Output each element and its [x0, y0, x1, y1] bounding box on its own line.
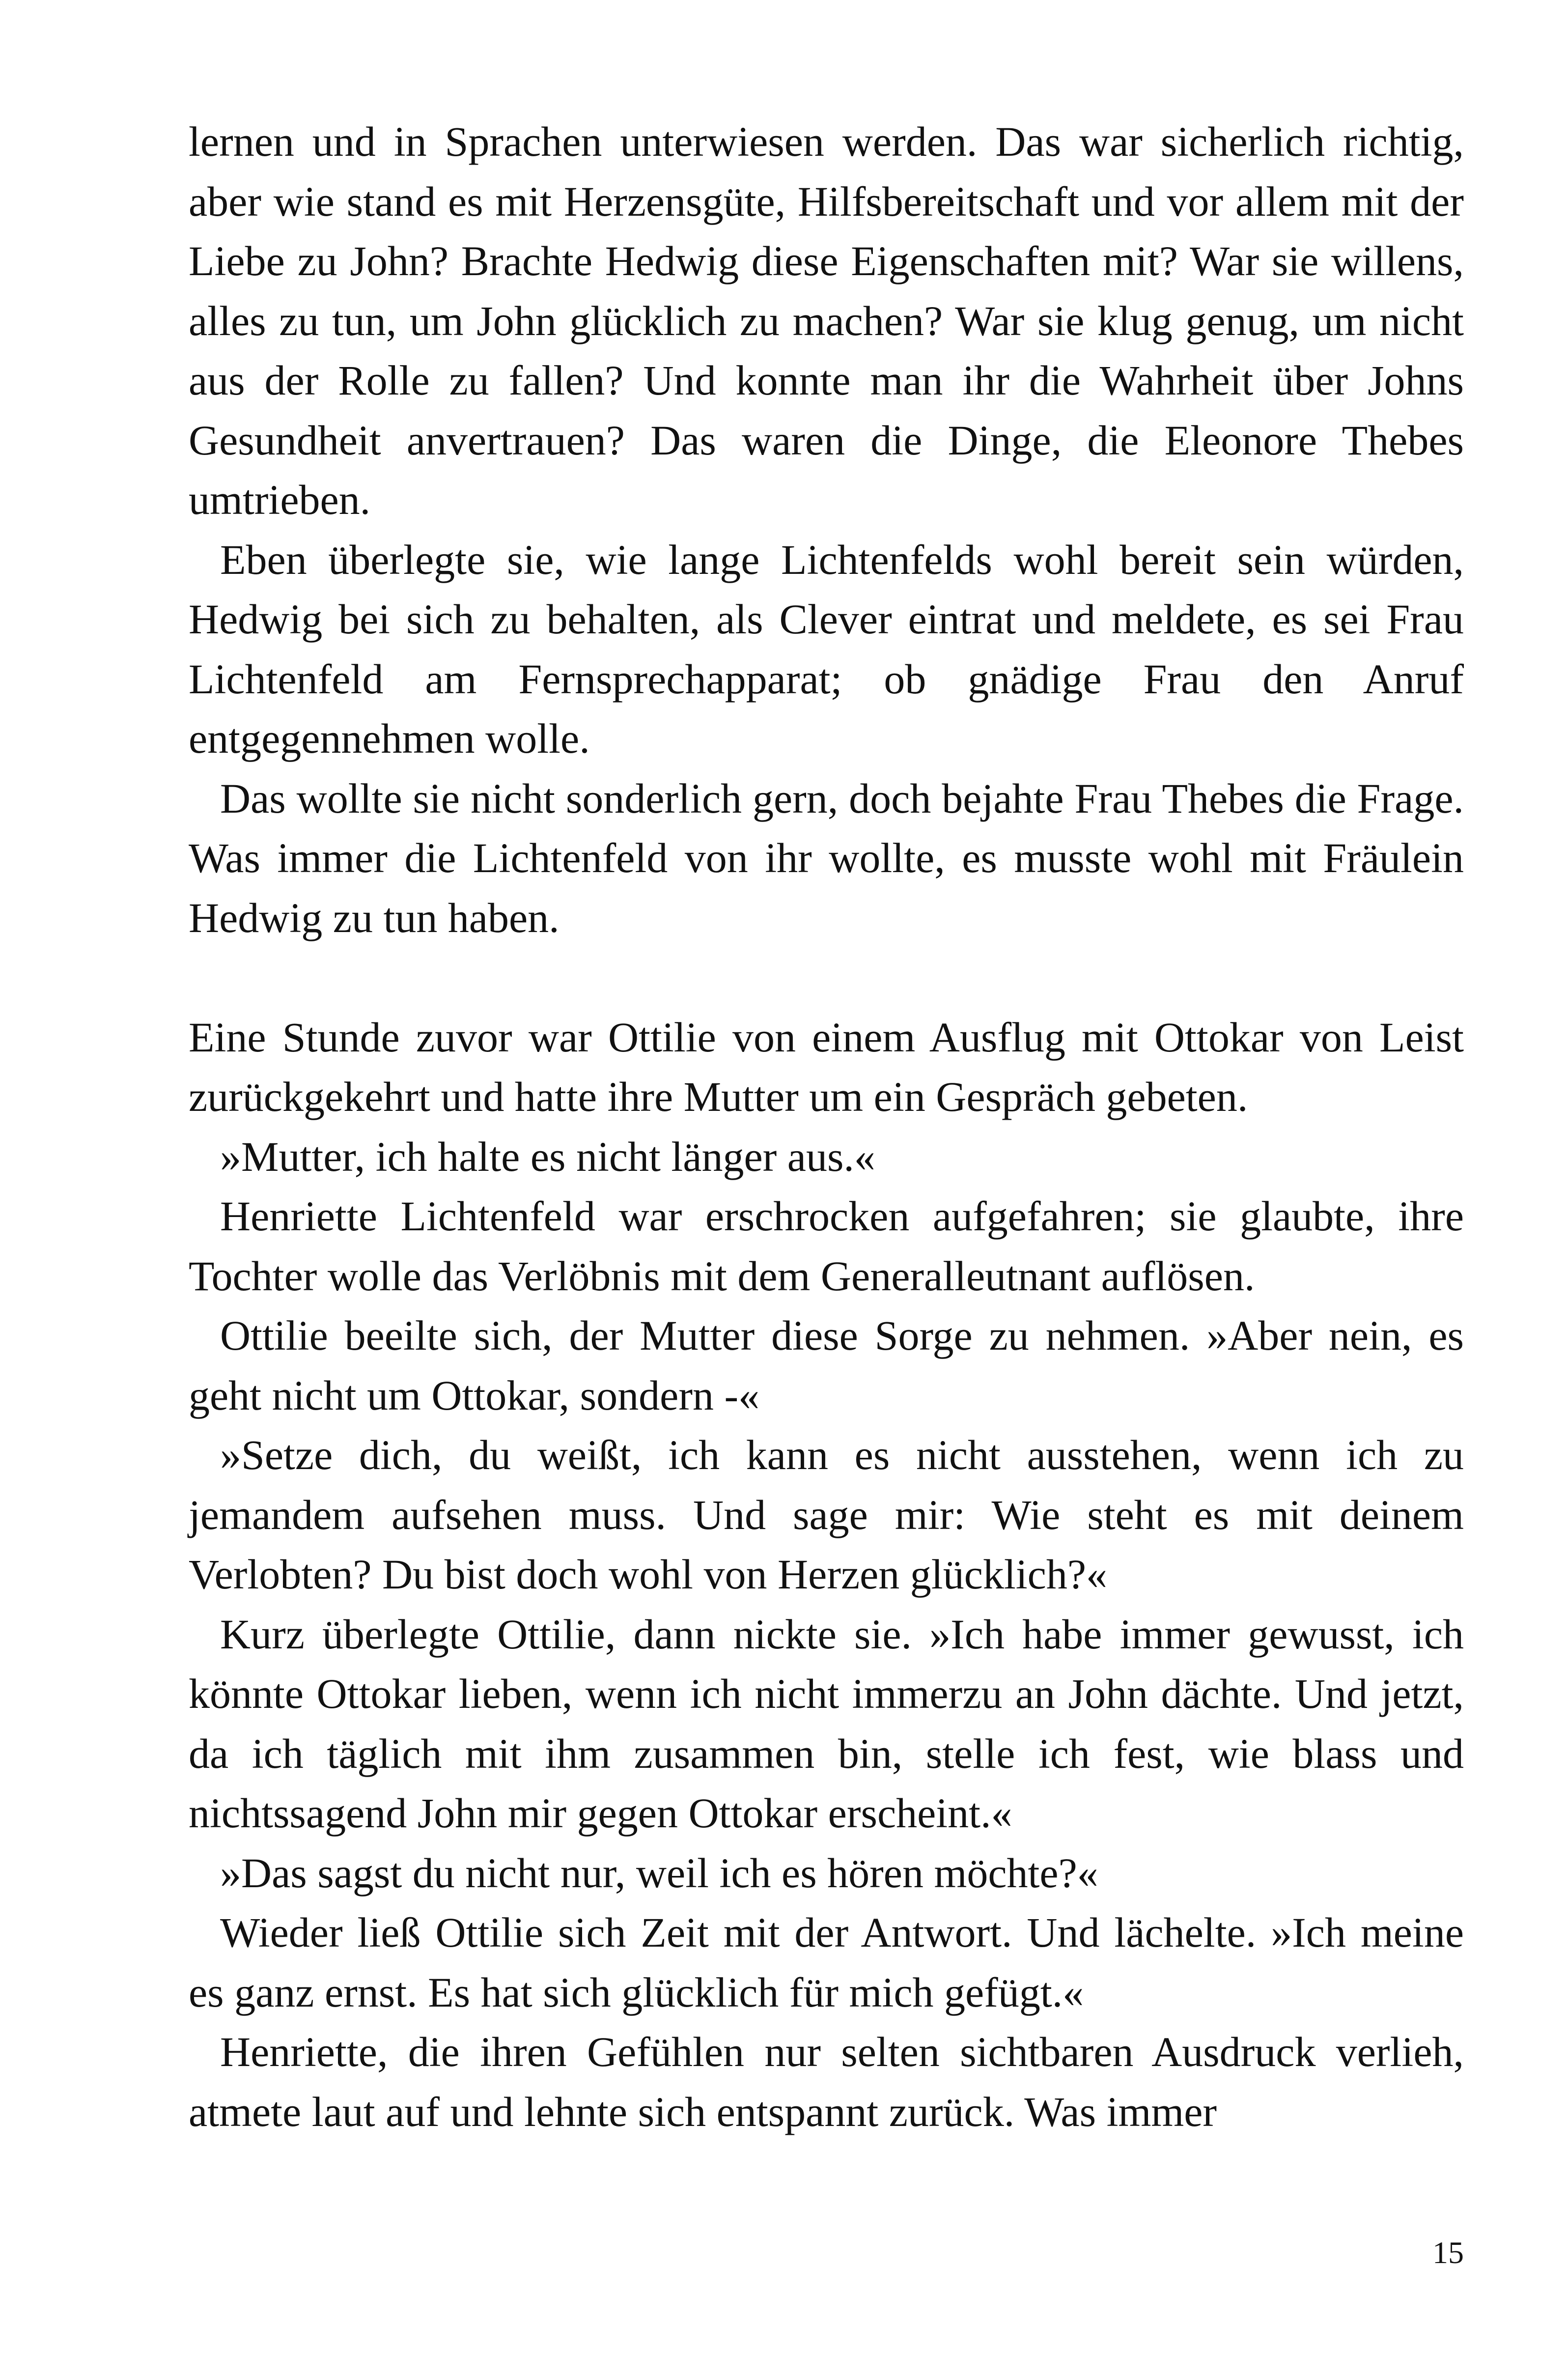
paragraph: Henriette, die ihren Gefühlen nur selten sichtbaren Ausdruck verlieh, atmete laut auf und lehnte sich entspannt zurück. Was immer: [189, 2028, 1464, 2135]
paragraph: Kurz überlegte Ottilie, dann nickte sie. »Ich habe immer gewusst, ich könnte Ottokar lieben, wenn ich nicht immerzu an John dächte. Und jetzt, da ich täglich mit ihm zusammen bin, stelle ich fest, wie blass und nichtssagend John mir gegen Ottokar erscheint.«: [189, 1610, 1464, 1837]
section-break: [189, 948, 1464, 1008]
paragraph: Henriette Lichtenfeld war erschrocken aufgefahren; sie glaubte, ihre Tochter wolle das Verlöbnis mit dem Generalleutnant auflösen.: [189, 1192, 1464, 1300]
paragraph: »Setze dich, du weißt, ich kann es nicht ausstehen, wenn ich zu jemandem aufsehen muss. Und sage mir: Wie steht es mit deinem Verlobten? Du bist doch wohl von Herzen glücklich?«: [189, 1431, 1464, 1598]
paragraph: Wieder ließ Ottilie sich Zeit mit der Antwort. Und lächelte. »Ich meine es ganz ernst. Es hat sich glücklich für mich gefügt.«: [189, 1909, 1464, 2016]
body-text: [189, 112, 1464, 2142]
paragraph: lernen und in Sprachen unterwiesen werden. Das war sicherlich richtig, aber wie stand es mit Herzensgüte, Hilfsbereitschaft und vor allem mit der Liebe zu John? Brachte Hedwig diese Eigenschaften mit? War sie willens, alles zu tun, um John glücklich zu machen? War sie klug genug, um nicht aus der Rolle zu fallen? Und konnte man ihr die Wahrheit über Johns Gesundheit anvertrauen? Das waren die Dinge, die Eleonore Thebes umtrieben.: [189, 118, 1464, 523]
paragraph: Ottilie beeilte sich, der Mutter diese Sorge zu nehmen. »Aber nein, es geht nicht um Ottokar, sondern -«: [189, 1312, 1464, 1419]
paragraph: »Mutter, ich halte es nicht länger aus.«: [220, 1133, 875, 1180]
paragraph: »Das sagst du nicht nur, weil ich es hören möchte?«: [220, 1849, 1098, 1897]
paragraph: Das wollte sie nicht sonderlich gern, doch bejahte Frau Thebes die Frage. Was immer die Lichtenfeld von ihr wollte, es musste wohl mit Fräulein Hedwig zu tun haben.: [189, 774, 1464, 941]
paragraph: Eine Stunde zuvor war Ottilie von einem Ausflug mit Ottokar von Leist zurückgekehrt und hatte ihre Mutter um ein Gespräch gebeten.: [189, 1013, 1464, 1120]
page-number: 15: [1432, 2235, 1464, 2270]
paragraph: Eben überlegte sie, wie lange Lichtenfelds wohl bereit sein würden, Hedwig bei sich zu behalten, als Clever eintrat und meldete, es sei Frau Lichtenfeld am Fernsprechapparat; ob gnädige Frau den Anruf entgegennehmen wolle.: [189, 536, 1464, 762]
